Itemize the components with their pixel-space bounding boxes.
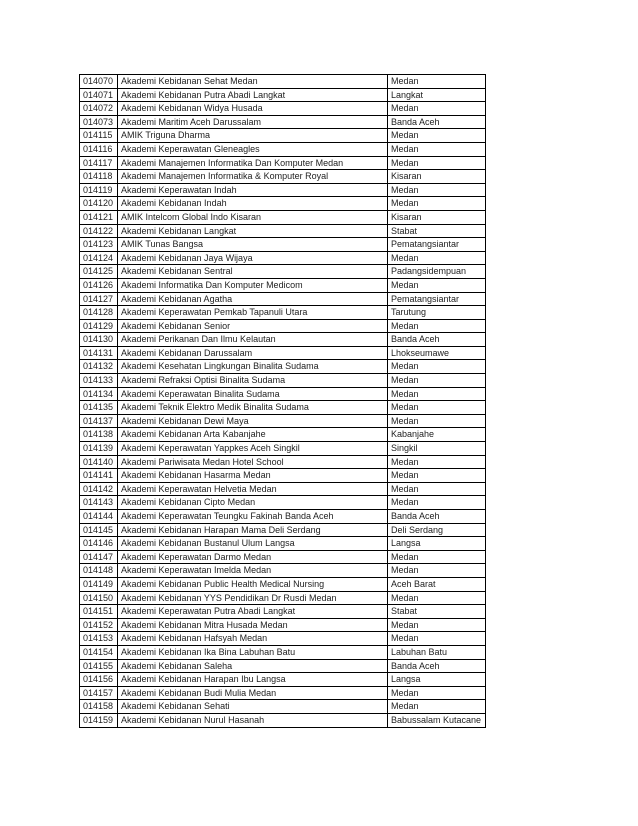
institution-name-cell: Akademi Kebidanan Nurul Hasanah — [118, 713, 388, 727]
table-row — [80, 75, 486, 89]
city-cell: Aceh Barat — [388, 577, 486, 591]
institution-name-cell: Akademi Pariwisata Medan Hotel School — [118, 455, 388, 469]
table-row — [80, 210, 486, 224]
city-cell: Medan — [388, 387, 486, 401]
table-row — [80, 713, 486, 727]
city-cell: Medan — [388, 618, 486, 632]
city-cell: Medan — [388, 550, 486, 564]
city-cell: Stabat — [388, 224, 486, 238]
institution-name-cell: Akademi Kebidanan Hasarma Medan — [118, 469, 388, 483]
table-row — [80, 482, 486, 496]
institution-name-cell: Akademi Kebidanan Langkat — [118, 224, 388, 238]
city-cell: Pematangsiantar — [388, 238, 486, 252]
table-row — [80, 251, 486, 265]
table-body — [80, 75, 486, 728]
institution-name-cell: Akademi Keperawatan Yappkes Aceh Singkil — [118, 442, 388, 456]
institution-code-cell: 014147 — [80, 550, 118, 564]
table-row — [80, 428, 486, 442]
institution-name-cell: Akademi Kebidanan Ika Bina Labuhan Batu — [118, 645, 388, 659]
institution-code-cell: 014072 — [80, 102, 118, 116]
city-cell: Medan — [388, 469, 486, 483]
table-row — [80, 197, 486, 211]
institution-code-cell: 014142 — [80, 482, 118, 496]
institution-name-cell: Akademi Kesehatan Lingkungan Binalita Sudama — [118, 360, 388, 374]
institution-name-cell: Akademi Kebidanan Cipto Medan — [118, 496, 388, 510]
city-cell: Medan — [388, 591, 486, 605]
table-row — [80, 618, 486, 632]
institution-code-cell: 014139 — [80, 442, 118, 456]
institution-code-cell: 014133 — [80, 374, 118, 388]
city-cell: Banda Aceh — [388, 333, 486, 347]
institution-name-cell: Akademi Kebidanan Public Health Medical Nursing — [118, 577, 388, 591]
institution-code-cell: 014122 — [80, 224, 118, 238]
table-row — [80, 577, 486, 591]
institution-code-cell: 014149 — [80, 577, 118, 591]
institution-name-cell: Akademi Kebidanan Sehati — [118, 700, 388, 714]
institution-code-cell: 014129 — [80, 319, 118, 333]
city-cell: Medan — [388, 360, 486, 374]
institution-name-cell: Akademi Kebidanan Darussalam — [118, 346, 388, 360]
table-row — [80, 183, 486, 197]
institution-name-cell: Akademi Kebidanan Harapan Mama Deli Serdang — [118, 523, 388, 537]
institution-name-cell: Akademi Kebidanan Sehat Medan — [118, 75, 388, 89]
city-cell: Lhokseumawe — [388, 346, 486, 360]
institution-code-cell: 014127 — [80, 292, 118, 306]
table-row — [80, 306, 486, 320]
institution-name-cell: Akademi Kebidanan Dewi Maya — [118, 414, 388, 428]
table-row — [80, 510, 486, 524]
institution-name-cell: Akademi Kebidanan Widya Husada — [118, 102, 388, 116]
city-cell: Padangsidempuan — [388, 265, 486, 279]
institution-code-cell: 014073 — [80, 115, 118, 129]
institution-name-cell: Akademi Kebidanan Saleha — [118, 659, 388, 673]
institution-code-cell: 014128 — [80, 306, 118, 320]
city-cell: Medan — [388, 455, 486, 469]
institution-table — [79, 74, 486, 728]
table-row — [80, 442, 486, 456]
institution-code-cell: 014140 — [80, 455, 118, 469]
table-row — [80, 605, 486, 619]
institution-name-cell: Akademi Maritim Aceh Darussalam — [118, 115, 388, 129]
institution-code-cell: 014152 — [80, 618, 118, 632]
table-row — [80, 292, 486, 306]
table-row — [80, 632, 486, 646]
table-row — [80, 387, 486, 401]
table-row — [80, 496, 486, 510]
institution-name-cell: Akademi Kebidanan Indah — [118, 197, 388, 211]
city-cell: Pematangsiantar — [388, 292, 486, 306]
table-row — [80, 401, 486, 415]
institution-code-cell: 014071 — [80, 88, 118, 102]
table-row — [80, 142, 486, 156]
institution-code-cell: 014138 — [80, 428, 118, 442]
institution-code-cell: 014118 — [80, 170, 118, 184]
table-row — [80, 700, 486, 714]
institution-name-cell: Akademi Kebidanan Budi Mulia Medan — [118, 686, 388, 700]
institution-name-cell: Akademi Keperawatan Indah — [118, 183, 388, 197]
institution-name-cell: Akademi Perikanan Dan Ilmu Kelautan — [118, 333, 388, 347]
table-row — [80, 374, 486, 388]
city-cell: Kisaran — [388, 170, 486, 184]
city-cell: Medan — [388, 102, 486, 116]
table-row — [80, 686, 486, 700]
institution-code-cell: 014148 — [80, 564, 118, 578]
institution-code-cell: 014153 — [80, 632, 118, 646]
table-row — [80, 523, 486, 537]
institution-name-cell: Akademi Kebidanan Putra Abadi Langkat — [118, 88, 388, 102]
institution-code-cell: 014115 — [80, 129, 118, 143]
table-row — [80, 129, 486, 143]
table-row — [80, 469, 486, 483]
city-cell: Medan — [388, 183, 486, 197]
city-cell: Banda Aceh — [388, 115, 486, 129]
institution-code-cell: 014132 — [80, 360, 118, 374]
city-cell: Langkat — [388, 88, 486, 102]
institution-code-cell: 014154 — [80, 645, 118, 659]
city-cell: Babussalam Kutacane — [388, 713, 486, 727]
city-cell: Langsa — [388, 673, 486, 687]
city-cell: Labuhan Batu — [388, 645, 486, 659]
table-row — [80, 673, 486, 687]
institution-code-cell: 014137 — [80, 414, 118, 428]
institution-name-cell: Akademi Kebidanan Harapan Ibu Langsa — [118, 673, 388, 687]
institution-code-cell: 014159 — [80, 713, 118, 727]
city-cell: Deli Serdang — [388, 523, 486, 537]
institution-code-cell: 014130 — [80, 333, 118, 347]
city-cell: Medan — [388, 482, 486, 496]
institution-code-cell: 014156 — [80, 673, 118, 687]
city-cell: Banda Aceh — [388, 510, 486, 524]
table-row — [80, 170, 486, 184]
institution-code-cell: 014117 — [80, 156, 118, 170]
table-row — [80, 550, 486, 564]
city-cell: Medan — [388, 686, 486, 700]
institution-code-cell: 014143 — [80, 496, 118, 510]
institution-name-cell: Akademi Kebidanan Mitra Husada Medan — [118, 618, 388, 632]
table-row — [80, 659, 486, 673]
institution-code-cell: 014121 — [80, 210, 118, 224]
city-cell: Medan — [388, 700, 486, 714]
table-row — [80, 455, 486, 469]
city-cell: Medan — [388, 278, 486, 292]
institution-name-cell: Akademi Keperawatan Imelda Medan — [118, 564, 388, 578]
table-row — [80, 360, 486, 374]
institution-name-cell: AMIK Triguna Dharma — [118, 129, 388, 143]
city-cell: Medan — [388, 374, 486, 388]
institution-name-cell: Akademi Kebidanan Arta Kabanjahe — [118, 428, 388, 442]
city-cell: Medan — [388, 496, 486, 510]
city-cell: Langsa — [388, 537, 486, 551]
institution-name-cell: Akademi Kebidanan Jaya Wijaya — [118, 251, 388, 265]
city-cell: Medan — [388, 401, 486, 415]
table-row — [80, 564, 486, 578]
city-cell: Tarutung — [388, 306, 486, 320]
table-row — [80, 115, 486, 129]
city-cell: Medan — [388, 156, 486, 170]
city-cell: Kabanjahe — [388, 428, 486, 442]
institution-code-cell: 014151 — [80, 605, 118, 619]
table-row — [80, 537, 486, 551]
city-cell: Stabat — [388, 605, 486, 619]
city-cell: Medan — [388, 564, 486, 578]
city-cell: Medan — [388, 197, 486, 211]
institution-code-cell: 014158 — [80, 700, 118, 714]
institution-name-cell: Akademi Keperawatan Putra Abadi Langkat — [118, 605, 388, 619]
institution-code-cell: 014144 — [80, 510, 118, 524]
institution-code-cell: 014146 — [80, 537, 118, 551]
institution-code-cell: 014145 — [80, 523, 118, 537]
institution-name-cell: Akademi Teknik Elektro Medik Binalita Sudama — [118, 401, 388, 415]
institution-name-cell: Akademi Keperawatan Darmo Medan — [118, 550, 388, 564]
institution-code-cell: 014155 — [80, 659, 118, 673]
table-row — [80, 102, 486, 116]
table-row — [80, 278, 486, 292]
table-row — [80, 156, 486, 170]
table-row — [80, 265, 486, 279]
institution-name-cell: Akademi Keperawatan Binalita Sudama — [118, 387, 388, 401]
institution-name-cell: Akademi Keperawatan Gleneagles — [118, 142, 388, 156]
institution-code-cell: 014116 — [80, 142, 118, 156]
institution-name-cell: Akademi Refraksi Optisi Binalita Sudama — [118, 374, 388, 388]
city-cell: Medan — [388, 414, 486, 428]
institution-code-cell: 014124 — [80, 251, 118, 265]
institution-code-cell: 014070 — [80, 75, 118, 89]
institution-code-cell: 014135 — [80, 401, 118, 415]
city-cell: Medan — [388, 129, 486, 143]
institution-code-cell: 014157 — [80, 686, 118, 700]
institution-code-cell: 014131 — [80, 346, 118, 360]
table-row — [80, 591, 486, 605]
institution-name-cell: AMIK Intelcom Global Indo Kisaran — [118, 210, 388, 224]
institution-code-cell: 014150 — [80, 591, 118, 605]
table-row — [80, 346, 486, 360]
table-row — [80, 238, 486, 252]
institution-name-cell: Akademi Kebidanan Senior — [118, 319, 388, 333]
table-row — [80, 414, 486, 428]
city-cell: Medan — [388, 142, 486, 156]
table-row — [80, 224, 486, 238]
city-cell: Medan — [388, 75, 486, 89]
institution-name-cell: Akademi Keperawatan Helvetia Medan — [118, 482, 388, 496]
table-row — [80, 88, 486, 102]
institution-name-cell: Akademi Manajemen Informatika & Komputer Royal — [118, 170, 388, 184]
institution-code-cell: 014120 — [80, 197, 118, 211]
institution-code-cell: 014141 — [80, 469, 118, 483]
institution-code-cell: 014125 — [80, 265, 118, 279]
institution-name-cell: Akademi Keperawatan Pemkab Tapanuli Utara — [118, 306, 388, 320]
institution-name-cell: Akademi Kebidanan Agatha — [118, 292, 388, 306]
city-cell: Singkil — [388, 442, 486, 456]
table-row — [80, 319, 486, 333]
city-cell: Kisaran — [388, 210, 486, 224]
institution-code-cell: 014123 — [80, 238, 118, 252]
city-cell: Banda Aceh — [388, 659, 486, 673]
institution-name-cell: AMIK Tunas Bangsa — [118, 238, 388, 252]
institution-code-cell: 014126 — [80, 278, 118, 292]
institution-name-cell: Akademi Kebidanan YYS Pendidikan Dr Rusdi Medan — [118, 591, 388, 605]
table-row — [80, 645, 486, 659]
institution-name-cell: Akademi Kebidanan Sentral — [118, 265, 388, 279]
institution-code-cell: 014134 — [80, 387, 118, 401]
table-row — [80, 333, 486, 347]
institution-name-cell: Akademi Kebidanan Hafsyah Medan — [118, 632, 388, 646]
institution-name-cell: Akademi Informatika Dan Komputer Medicom — [118, 278, 388, 292]
city-cell: Medan — [388, 251, 486, 265]
institution-name-cell: Akademi Kebidanan Bustanul Ulum Langsa — [118, 537, 388, 551]
institution-code-cell: 014119 — [80, 183, 118, 197]
city-cell: Medan — [388, 319, 486, 333]
city-cell: Medan — [388, 632, 486, 646]
institution-name-cell: Akademi Manajemen Informatika Dan Komputer Medan — [118, 156, 388, 170]
institution-name-cell: Akademi Keperawatan Teungku Fakinah Banda Aceh — [118, 510, 388, 524]
